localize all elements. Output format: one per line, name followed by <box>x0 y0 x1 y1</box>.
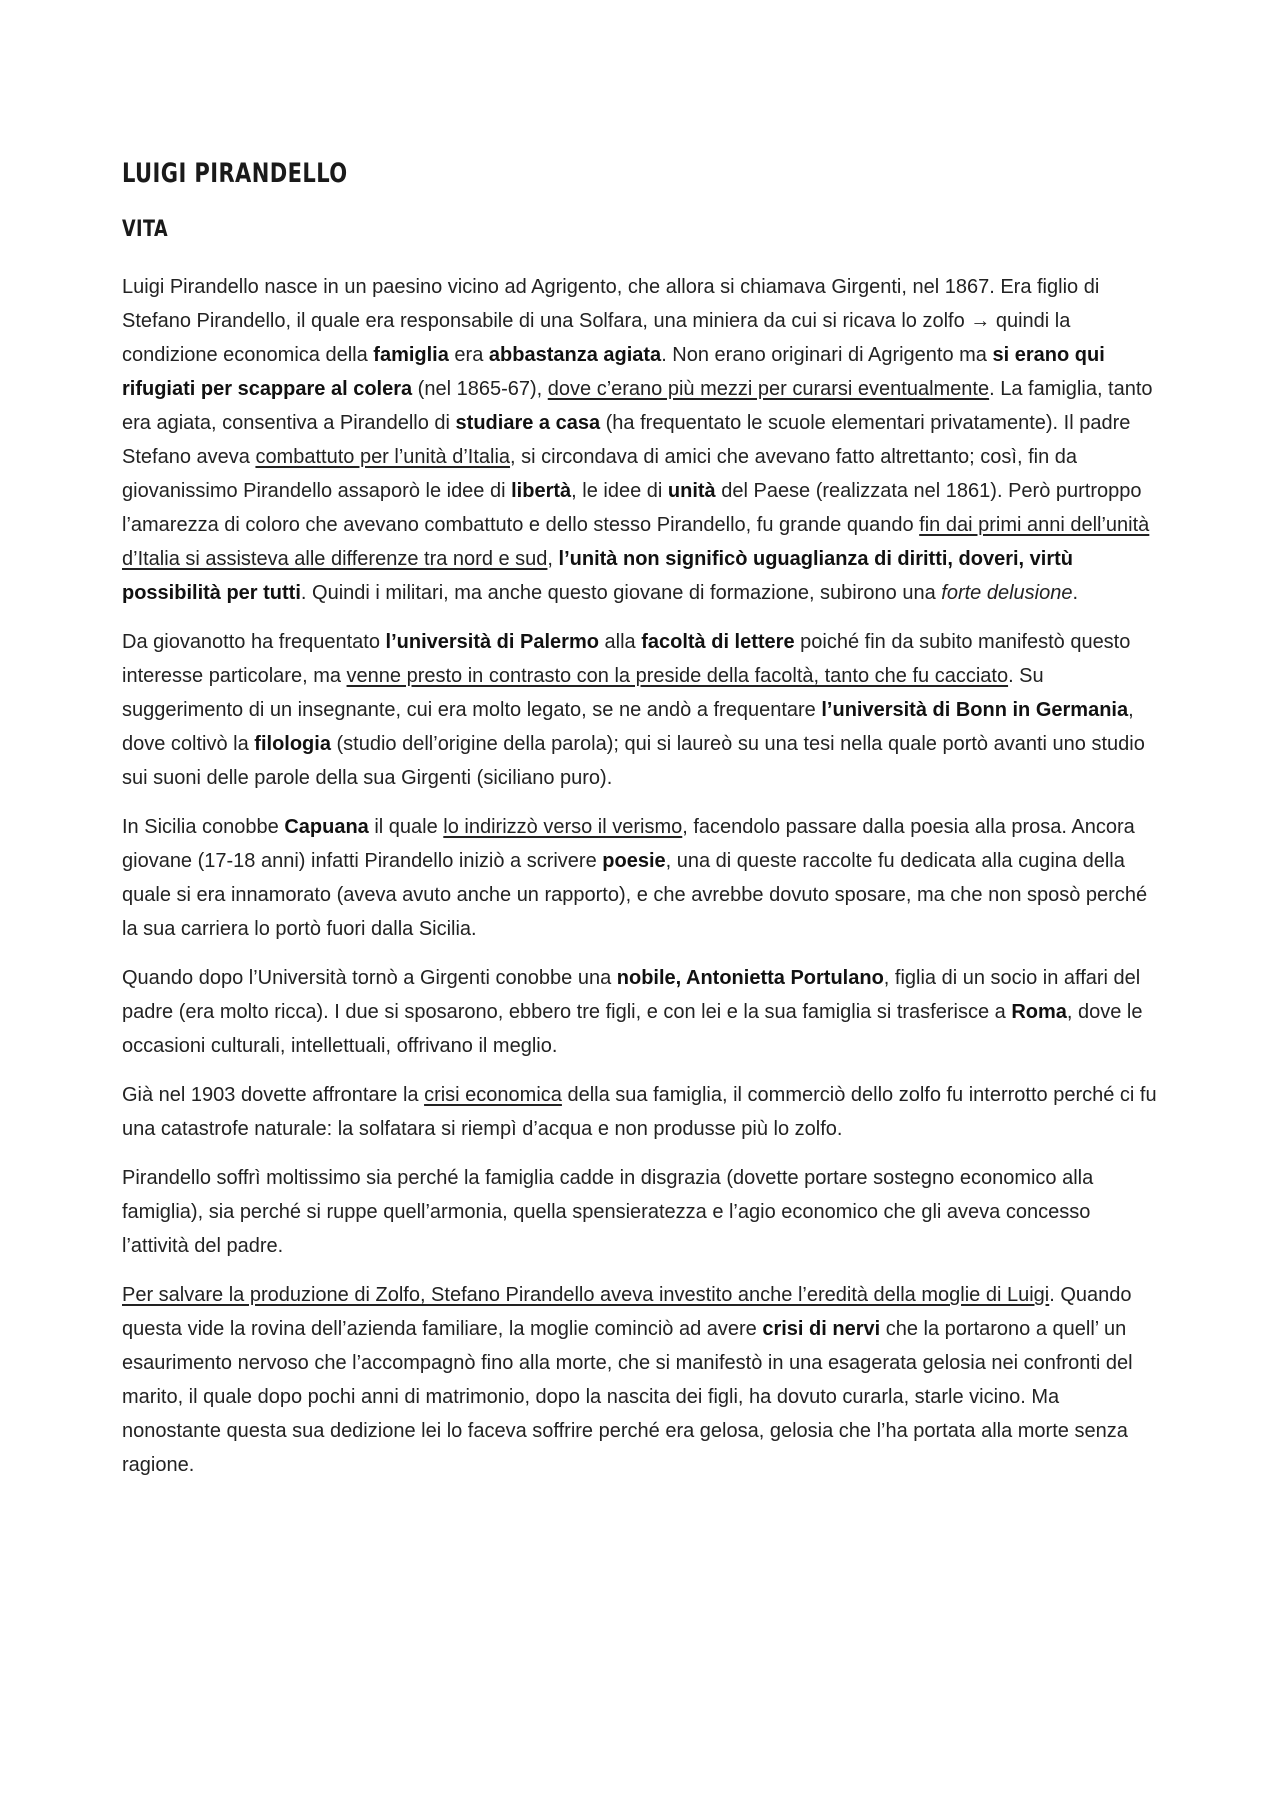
text-segment: Da giovanotto ha frequentato <box>122 631 386 653</box>
text-segment: , dove coltivò la <box>122 699 1134 755</box>
text-segment: il quale <box>368 816 444 838</box>
paragraph <box>122 1161 1162 1263</box>
document-page <box>122 158 1162 1497</box>
text-segment: che la portarono a quell’ un esaurimento nervoso che l’accompagnò fino alla morte, che si manifestò in una esagerata gelosia nei confronti del marito, il quale dopo pochi anni di matrimonio, dopo la nascita dei figli, ha dovuto curarla, starle vicino. Ma nonostante questa sua dedizione lei lo faceva soffrire perché era gelosa, gelosia che l’ha portata alla morte senza ragione. <box>122 1318 1133 1476</box>
text-segment: Luigi Pirandello nasce in un paesino vicino ad Agrigento, che allora si chiamava Girgenti, nel 1867. Era figlio di Stefano Pirandello, il quale era responsabile di una Solfara, una miniera da cui si ricava lo zolfo → quindi la condizione economica della <box>122 276 1100 366</box>
text-segment: . <box>1072 582 1079 604</box>
text-segment: . Non erano originari di Agrigento ma <box>661 344 993 366</box>
text-segment: . Quindi i militari, ma anche questo giovane di formazione, subirono una <box>300 582 942 604</box>
text-segment: Quando dopo l’Università tornò a Girgenti conobbe una <box>122 967 617 989</box>
text-segment: era <box>448 344 489 366</box>
document-title: LUIGI PIRANDELLO <box>122 158 348 189</box>
text-segment: , figlia di un socio in affari del padre (era molto ricca). I due si sposarono, ebbero tre figli, e con lei e la sua famiglia si trasferisce a <box>122 967 1141 1023</box>
text-segment: , si circondava di amici che avevano fatto altrettanto; così, fin da giovanissimo Pirandello assaporò le idee di <box>122 446 1077 502</box>
underlined-text: lo indirizzò verso il verismo <box>443 816 683 838</box>
text-segment: , facendolo passare dalla poesia alla prosa. Ancora giovane (17-18 anni) infatti Pirandello iniziò a scrivere <box>122 816 1135 872</box>
bold-text: poesie <box>602 850 666 872</box>
paragraph <box>122 810 1162 946</box>
text-segment: Già nel 1903 dovette affrontare la <box>122 1084 425 1106</box>
bold-text: studiare a casa <box>455 412 601 434</box>
document-body <box>122 270 1162 1482</box>
bold-text: crisi di nervi <box>762 1318 881 1340</box>
text-segment: (nel 1865-67), <box>412 378 548 400</box>
bold-text: si erano qui rifugiati per scappare al colera <box>122 344 1105 400</box>
underlined-text: crisi economica <box>424 1084 562 1106</box>
text-segment: (studio dell’origine della parola); qui si laureò su una tesi nella quale portò avanti uno studio sui suoni delle parole della sua Girgenti (siciliano puro). <box>122 733 1145 789</box>
text-segment: , una di queste raccolte fu dedicata alla cugina della quale si era innamorato (aveva avuto anche un rapporto), e che avrebbe dovuto sposare, ma che non sposò perché la sua carriera lo portò fuori dalla Sicilia. <box>122 850 1148 940</box>
text-segment: alla <box>598 631 642 653</box>
bold-text: l’unità non significò uguaglianza di diritti, doveri, virtù possibilità per tutti <box>122 548 1074 604</box>
text-segment: , le idee di <box>571 480 668 502</box>
paragraph <box>122 1078 1162 1146</box>
text-segment: . Su suggerimento di un insegnante, cui era molto legato, se ne andò a frequentare <box>122 665 1044 721</box>
text-segment: In Sicilia conobbe <box>122 816 285 838</box>
bold-text: nobile, Antonietta Portulano <box>616 967 884 989</box>
italic-text: forte delusione <box>941 582 1073 604</box>
bold-text: abbastanza agiata <box>488 344 662 366</box>
paragraph <box>122 961 1162 1063</box>
bold-text: famiglia <box>373 344 449 366</box>
bold-text: filologia <box>254 733 331 755</box>
section-title: VITA <box>122 217 169 242</box>
underlined-text: fin dai primi anni dell’unità d’Italia si assisteva alle differenze tra nord e sud <box>122 514 1150 570</box>
underlined-text: dove c’erano più mezzi per curarsi eventualmente <box>547 378 990 400</box>
underlined-text: combattuto per l’unità d’Italia <box>255 446 511 468</box>
text-segment: . Quando questa vide la rovina dell’azienda familiare, la moglie cominciò ad avere <box>122 1284 1132 1340</box>
bold-text: libertà <box>511 480 572 502</box>
paragraph <box>122 270 1162 610</box>
underlined-text: venne presto in contrasto con la preside della facoltà, tanto che fu cacciato <box>346 665 1009 687</box>
text-segment: , dove le occasioni culturali, intellettuali, offrivano il meglio. <box>122 1001 1143 1057</box>
bold-text: unità <box>667 480 716 502</box>
text-segment: della sua famiglia, il commerciò dello zolfo fu interrotto perché ci fu una catastrofe naturale: la solfatara si riempì d’acqua e non produsse più lo zolfo. <box>122 1084 1157 1140</box>
underlined-text: Per salvare la produzione di Zolfo, Stefano Pirandello aveva investito anche l’eredità della moglie di Luigi <box>122 1284 1050 1306</box>
paragraph <box>122 625 1162 795</box>
text-segment: poiché fin da subito manifestò questo interesse particolare, ma <box>122 631 1131 687</box>
text-segment: , <box>547 548 559 570</box>
bold-text: l’università di Bonn in Germania <box>821 699 1129 721</box>
text-segment: . La famiglia, tanto era agiata, consentiva a Pirandello di <box>122 378 1153 434</box>
bold-text: l’università di Palermo <box>385 631 599 653</box>
bold-text: Roma <box>1011 1001 1067 1023</box>
text-segment: Pirandello soffrì moltissimo sia perché la famiglia cadde in disgrazia (dovette portare sostegno economico alla famiglia), sia perché si ruppe quell’armonia, quella spensieratezza e l’agio economico che gli aveva concesso l’attività del padre. <box>122 1167 1094 1257</box>
bold-text: facoltà di lettere <box>641 631 795 653</box>
paragraph <box>122 1278 1162 1482</box>
text-segment: (ha frequentato le scuole elementari privatamente). Il padre Stefano aveva <box>122 412 1131 468</box>
bold-text: Capuana <box>284 816 369 838</box>
text-segment: del Paese (realizzata nel 1861). Però purtroppo l’amarezza di coloro che avevano combattuto e dello stesso Pirandello, fu grande quando <box>122 480 1142 536</box>
